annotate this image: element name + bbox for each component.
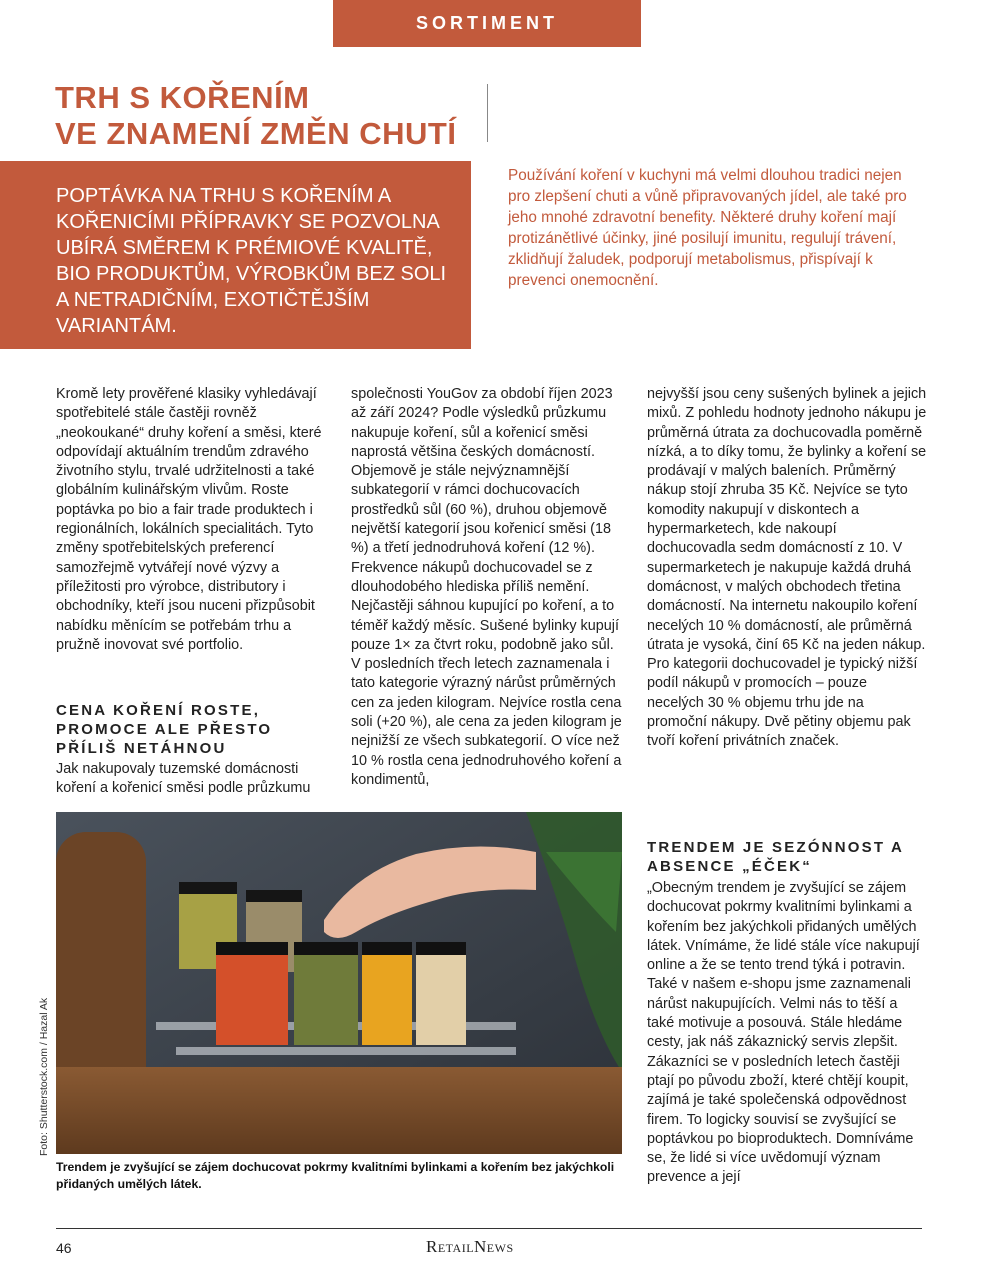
subheading-trend: TRENDEM JE SEZÓNNOST A ABSENCE „ÉČEK“ [647, 839, 904, 875]
headline-line-1: TRH S KOŘENÍM [55, 80, 310, 115]
spice-jars-photo [56, 812, 622, 1154]
body-column-2: společnosti YouGov za období říjen 2023 až září 2024? Podle výsledků průzkumu nakupuje koření, sůl a kořenicí směsi naprostá většina českých domácností. Objemově je stále nejvýznamnější subkategorií v rámci dochucovacích prostředků sůl (60 %), druhou objemově největší kategorií jsou kořenicí směsi (18 %) a třetí jednodruhová koření (12 %). Frekvence nákupů dochucovadel se z dlouhodobého hlediska příliš nemění. Nejčastěji sáhnou kupující po koření, a to téměř každý měsíc. Sušené bylinky kupují pouze 1× za čtvrt roku, podobně jako sůl. V posledních třech letech zaznamenala i tato kategorie výrazný nárůst průměrných cen za jeden kilogram. Nejvíce rostla cena soli (+20 %), ale cena za jeden kilogram je nejnižší ze všech subkategorií. O více než 10 % rostla cena jednodruhového koření a kondimentů, [351, 386, 622, 788]
body-column-3: nejvyšší jsou ceny sušených bylinek a jejich mixů. Z pohledu hodnoty jednoho nákupu je průměrná útrata za dochucovadla poměrně nízká, a to díky tomu, že bylinky a koření se prodávají v malých baleních. Průměrný nákup stojí zhruba 35 Kč. Nejvíce se tyto komodity nakupují v diskontech a hypermarketech, kde nakoupí dochucovadla sedm domácností z 10. V supermarketech je nakupuje každá druhá domácnost, v malých obchodech třetina domácností. Na internetu nakoupilo koření necelých 10 % domácností, ale průměrná útrata je vysoká, činí 65 Kč na jeden nákup. Pro kategorii dochucovadel je typický nižší podíl nákupů v promocích – pouze necelých 30 % objemu trhu jde na promoční nákupy. Dvě pětiny objemu pak tvoří koření privátních značek. [647, 386, 927, 750]
intro-paragraph: Používání koření v kuchyni má velmi dlouhou tradici nejen pro zlepšení chuti a vůně připravovaných jídel, ale také pro jeho mnohé zdravotní benefity. Některé druhy koření mají protizánětlivé účinky, jiné posilují imunitu, regulují trávení, zklidňují žaludek, podporují metabolismus, přispívají k prevenci onemocnění. [508, 167, 907, 289]
article-headline [55, 80, 485, 152]
headline-divider [487, 84, 488, 142]
headline-line-2: VE ZNAMENÍ ZMĚN CHUTÍ [55, 116, 457, 151]
body-column-4: „Obecným trendem je zvyšující se zájem dochucovat pokrmy kvalitními bylinkami a kořením bez jakýchkoli přidaných umělých látek. Vnímáme, že lidé stále více nakupují online a že se tento trend týká i potravin. Také v našem e-shopu jsme zaznamenali nárůst nakupujících. Velmi nás to těší a také motivuje a posouvá. Stále hledáme cesty, jak náš zákaznický servis zlepšit. Zákazníci se v posledních letech častěji ptají po původu zboží, které chtějí koupit, zajímá je také společenská odpovědnost firem. To logicky souvisí se zvyšující se poptávkou po bioproduktech. Domníváme se, že lidé si více uvědomují význam prevence a její [647, 880, 920, 1186]
magazine-name: RetailNews [426, 1237, 514, 1256]
lead-text: POPTÁVKA NA TRHU S KOŘENÍM A KOŘENICÍMI PŘÍPRAVKY SE POZVOLNA UBÍRÁ SMĚREM K PRÉMIOVÉ KVALITĚ, BIO PRODUKTŮM, VÝROBKŮM BEZ SOLI A NETRADIČNÍM, EXOTIČTĚJŠÍM VARIANTÁM. [56, 185, 447, 337]
footer-rule [56, 1228, 922, 1229]
page-number: 46 [56, 1240, 72, 1256]
section-label: SORTIMENT [333, 0, 641, 47]
photo-credit: Foto: Shutterstock.com / Hazal Ak [38, 997, 50, 1156]
body-column-1: Kromě lety prověřené klasiky vyhledávají spotřebitelé stále častěji rovněž „neokoukané“ druhy koření a směsi, které odpovídají aktuálním trendům zdravého životního stylu, trvalé udržitelnosti a také globálním kulinářským vlivům. Roste poptávka po bio a fair trade produktech i regionálních, lokálních specialitách. Tyto změny spotřebitelských preferencí samozřejmě vytvářejí nové výzvy a příležitosti pro výrobce, distributory i obchodníky, kteří jsou nuceni přizpůsobit nabídku měnícím se potřebám trhu a pružně inovovat své portfolio. [56, 386, 322, 653]
body-column-1b: Jak nakupovaly tuzemské domácnosti koření a kořenicí směsi podle průzkumu [56, 761, 311, 797]
subheading-price: CENA KOŘENÍ ROSTE, PROMOCE ALE PŘESTO PŘÍLIŠ NETÁHNOU [56, 702, 273, 757]
lead-box [0, 161, 471, 349]
photo-caption: Trendem je zvyšující se zájem dochucovat pokrmy kvalitními bylinkami a kořením bez jakýchkoli přidaných umělých látek. [56, 1160, 615, 1191]
